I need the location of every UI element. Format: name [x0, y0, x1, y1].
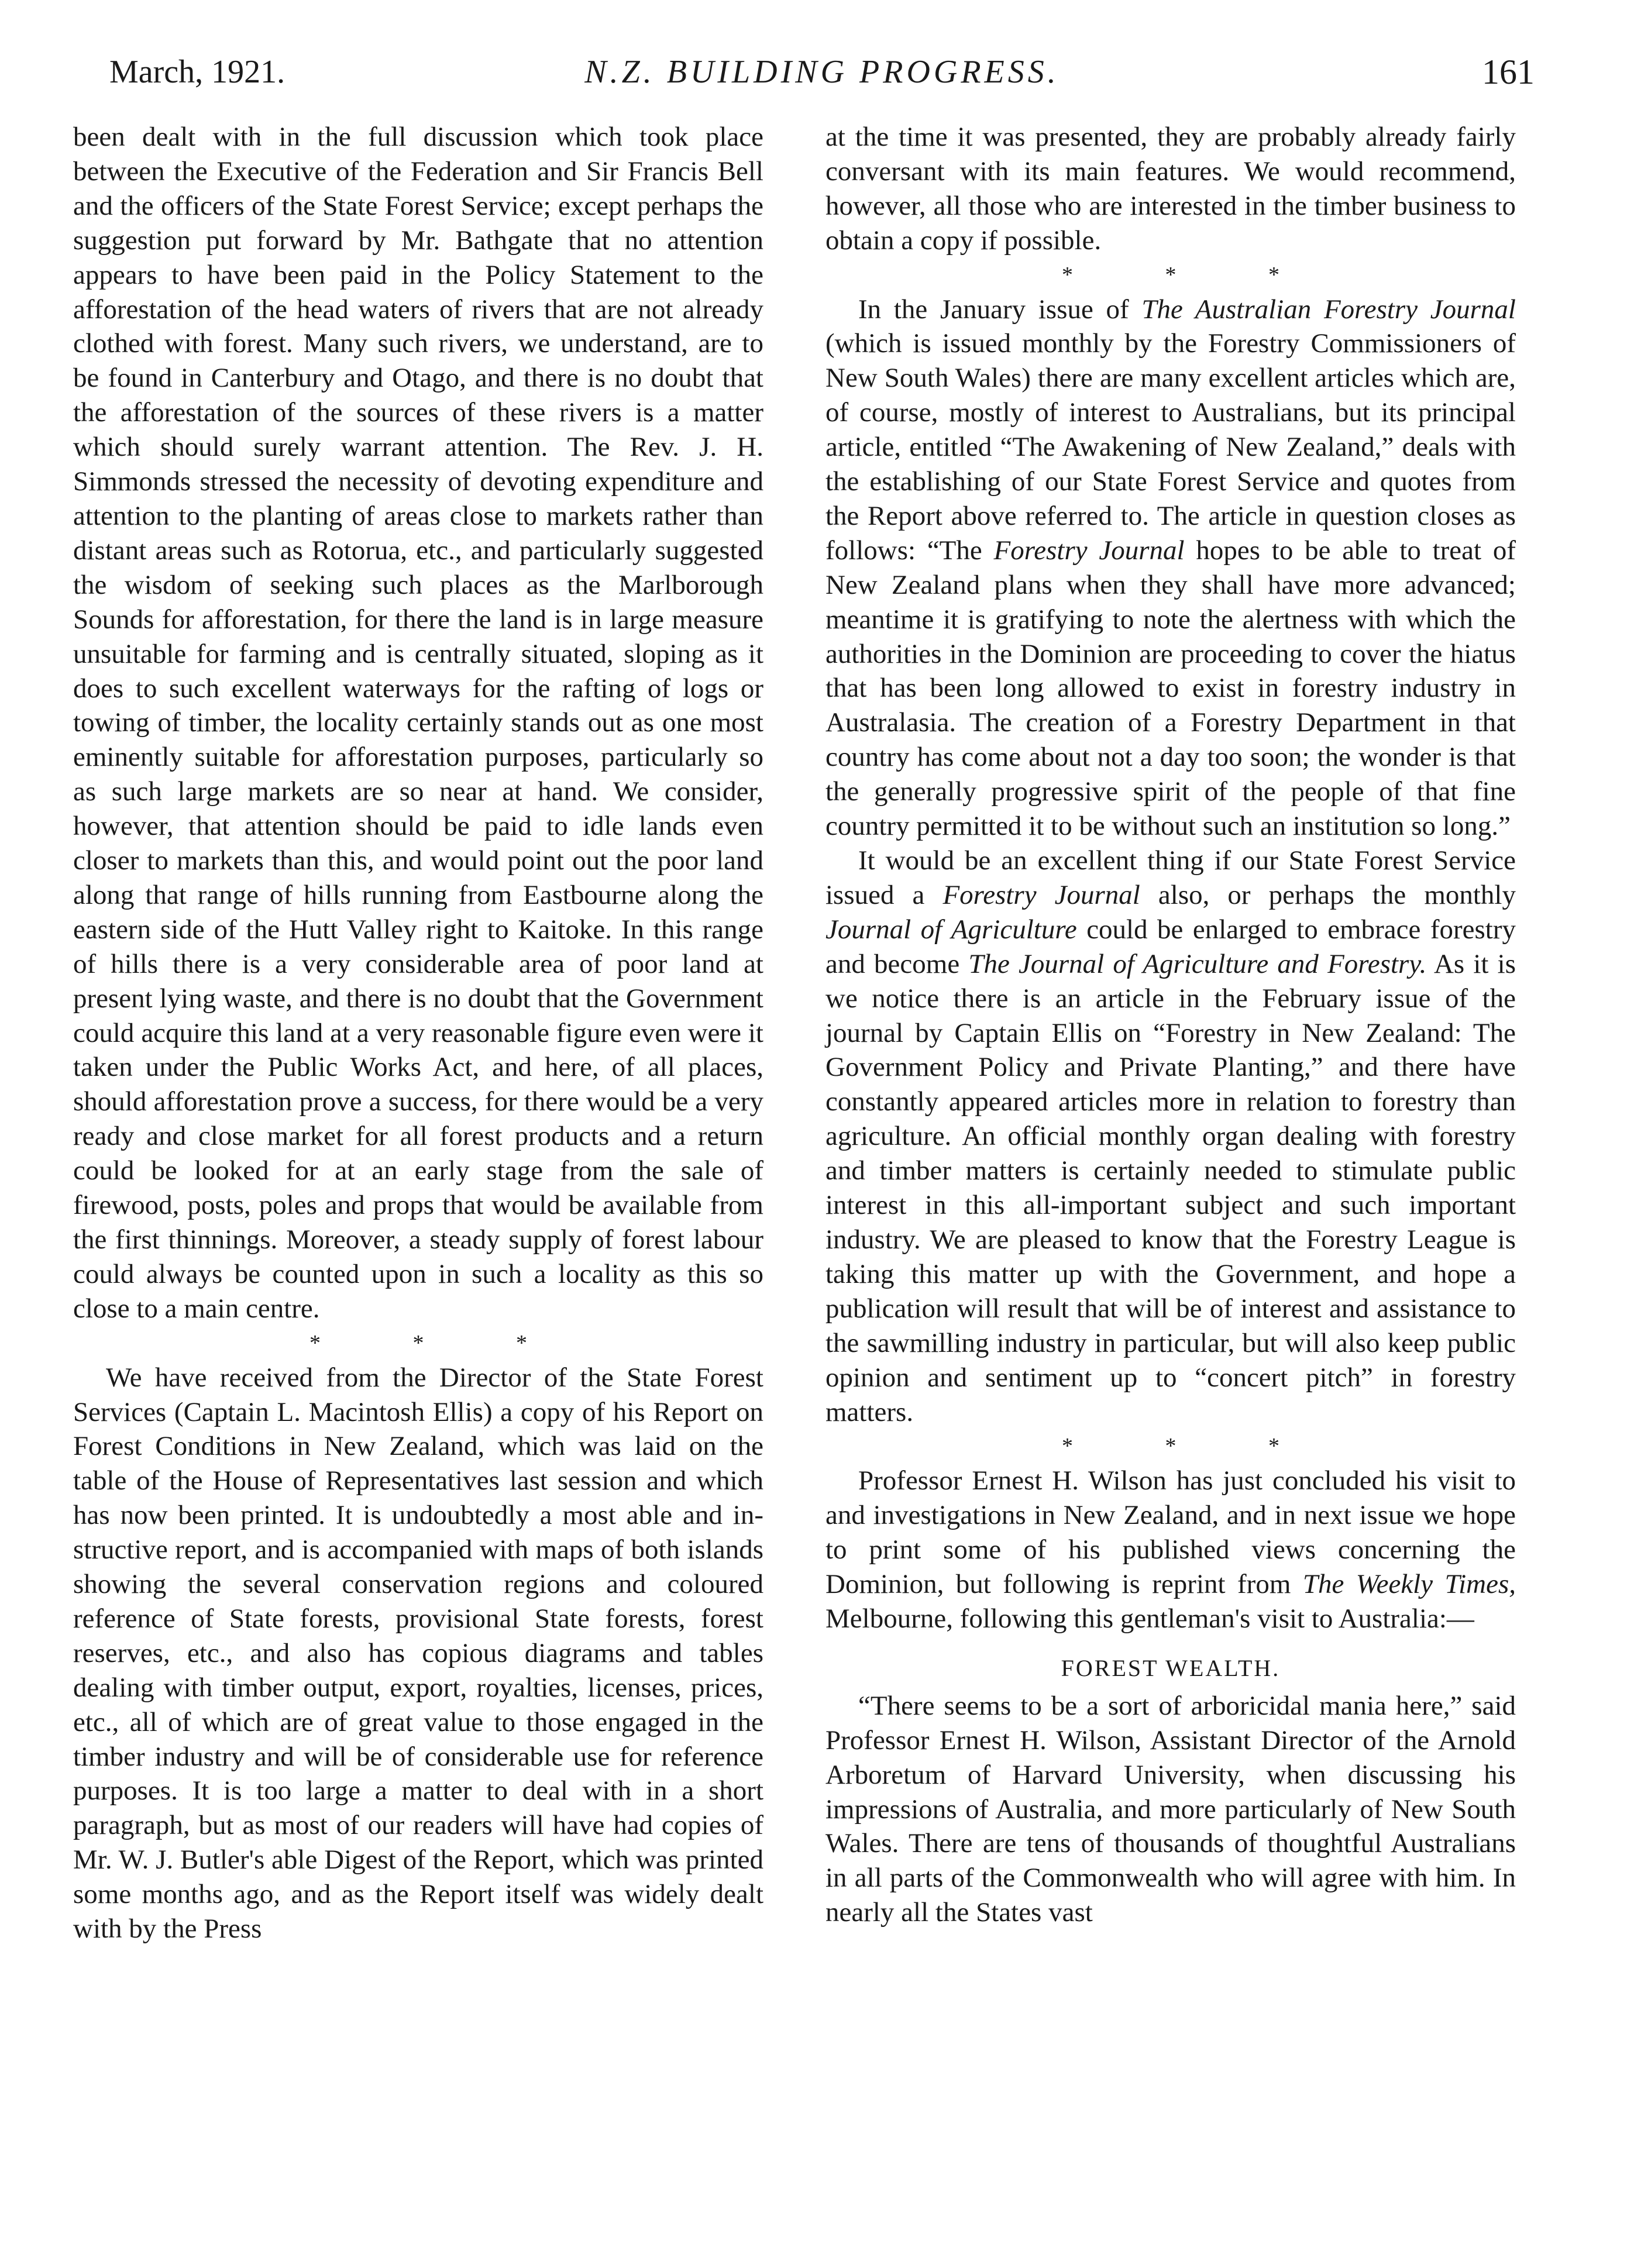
left-paragraph-2: We have received from the Director of the State Forest Services (Captain L. Macintosh Ellis) a copy of his Report on Forest Conditions in New Zealand, which was laid on the table of the House of Representatives last session and which has now been printed. It is undoubtedly a most able and instructive report, and is accompanied with maps of both islands showing the several conservation regions and coloured reference of State forests, provisional State forests, forest reserves, etc., and also has copious diagrams and tables dealing with timber output, export, royalties, licenses, prices, etc., all of which are of great value to those engaged in the timber industry and will be of considerable use for reference purposes. It is too large a matter to deal with in a short paragraph, but as most of our readers will have had copies of Mr. W. J. Butler's able Digest of the Report, which was printed some months ago, and as the Report itself was widely dealt with by the Press	[73, 1362, 763, 1945]
text-run: (which is issued monthly by the Forestry Commissioners of New South Wales) there are many excellent articles which are, of course, mostly of interest to Australians, but its principal article, entitled “The Awakening of New Zealand,” deals with the establishing of our State Forest Service and quotes from the Report above referred to. The article in question closes as follows: “The	[825, 328, 1516, 566]
page-number: 161	[1482, 53, 1535, 91]
section-separator: * * *	[1062, 1434, 1323, 1459]
section-heading: FOREST WEALTH.	[1061, 1654, 1281, 1681]
newspaper-title: The Weekly Times,	[1302, 1569, 1516, 1600]
journal-title: The Journal of Agriculture and Forestry.	[968, 948, 1427, 979]
section-separator: * * *	[309, 1330, 570, 1355]
right-paragraph-3	[825, 844, 1516, 1429]
text-run: also, or perhaps the monthly	[1140, 879, 1516, 910]
left-column	[73, 120, 763, 1946]
publication-title: N.Z. BUILDING PROGRESS.	[584, 54, 1059, 90]
issue-date: March, 1921.	[109, 54, 285, 90]
right-paragraph-2	[825, 292, 1516, 844]
text-run: In the January issue of	[858, 294, 1142, 325]
right-paragraph-4	[825, 1464, 1516, 1636]
text-run: hopes to be able to treat of New Zealand plans when they shall have more advanced; meantime it is gratifying to note the alertness with which the authorities in the Dominion are proceeding to cover the hiatus that has been long allowed to exist in forestry industry in Australasia. The creation of a Forestry Department in that country has come about not a day too soon; the wonder is that the generally progressive spirit of the people of that fine country permitted it to be without such an institution so long.”	[825, 535, 1516, 842]
text-run: It would be an excellent thing if our State Forest Service issued a	[825, 845, 1516, 910]
text-run: Professor Ernest H. Wilson has just concluded his visit to and investigations in New Zealand, and in next issue we hope to print some of his published views concerning the Dominion, but following is reprint from	[825, 1465, 1516, 1600]
journal-title: Forestry Journal	[942, 879, 1140, 910]
right-column	[825, 120, 1516, 1930]
journal-title: The Australian Forestry Journal	[1141, 294, 1516, 325]
journal-title: Journal of Agriculture	[825, 914, 1077, 945]
right-paragraph-1: at the time it was presented, they are probably already fairly conversant with its main features. We would recommend, however, all those who are interested in the timber business to obtain a copy if possible.	[825, 122, 1516, 256]
journal-title: Forestry Journal	[993, 535, 1185, 566]
text-run: As it is we notice there is an article in the February issue of the journal by Captain Ellis on “Forestry in New Zealand: The Government Policy and Private Planting,” and there have constantly appeared articles more in relation to forestry than agriculture. An official monthly organ dealing with forestry and timber matters is certainly needed to stimulate public interest in this all-important subject and such important industry. We are pleased to know that the Forestry League is taking this matter up with the Government, and hope a publication will result that will be of interest and assistance to the sawmilling industry in particular, but will also keep public opinion and sentiment up to “concert pitch” in forestry matters.	[825, 948, 1516, 1427]
section-separator: * * *	[1062, 262, 1323, 287]
left-paragraph-1: been dealt with in the full discussion which took place between the Executive of the Federation and Sir Francis Bell and the officers of the State Forest Service; except perhaps the suggestion put forward by Mr. Bathgate that no attention appears to have been paid in the Policy Statement to the afforestation of the head waters of rivers that are not already clothed with forest. Many such rivers, we understand, are to be found in Canterbury and Otago, and there is no doubt that the afforestation of the sources of these rivers is a matter which should surely warrant attention. The Rev. J. H. Simmonds stressed the necessity of devoting expenditure and attention to the planting of areas close to markets rather than distant areas such as Rotorua, etc., and particularly suggested the wisdom of seeking such places as the Marlborough Sounds for afforestation, for there the land is in large measure unsuitable for farming and is centrally situated, sloping as it does to such excellent waterways for the rafting of logs or towing of timber, the locality certainly stands out as one most eminently suitable for afforestation purposes, particularly so as such large markets are so near at hand. We consider, however, that attention should be paid to idle lands even closer to markets than this, and would point out the poor land along that range of hills running from Eastbourne along the eastern side of the Hutt Valley right to Kaitoke. In this range of hills there is a very considerable area of poor land at present lying waste, and there is no doubt that the Government could acquire this land at a very reasonable figure even were it taken under the Public Works Act, and here, of all places, should afforestation prove a success, for there would be a very ready and close market for all forest products and a return could be looked for at an early stage from the sale of firewood, posts, poles and props that would be available from the first thinnings. Moreover, a steady supply of forest labour could always be counted upon in such a locality as this so close to a main centre.	[73, 122, 763, 1324]
page-header	[102, 46, 1542, 98]
text-run: Melbourne, following this gentleman's visit to Australia:—	[825, 1603, 1474, 1634]
text-run: could be enlarged to embrace forestry and become	[825, 914, 1516, 979]
right-paragraph-5: “There seems to be a sort of arboricidal mania here,” said Professor Ernest H. Wilson, Assistant Director of the Arnold Arboretum of Harvard University, when discussing his impressions of Australia, and more particularly of New South Wales. There are tens of thousands of thoughtful Australians in all parts of the Commonwealth who will agree with him. In nearly all the States vast	[825, 1690, 1516, 1928]
